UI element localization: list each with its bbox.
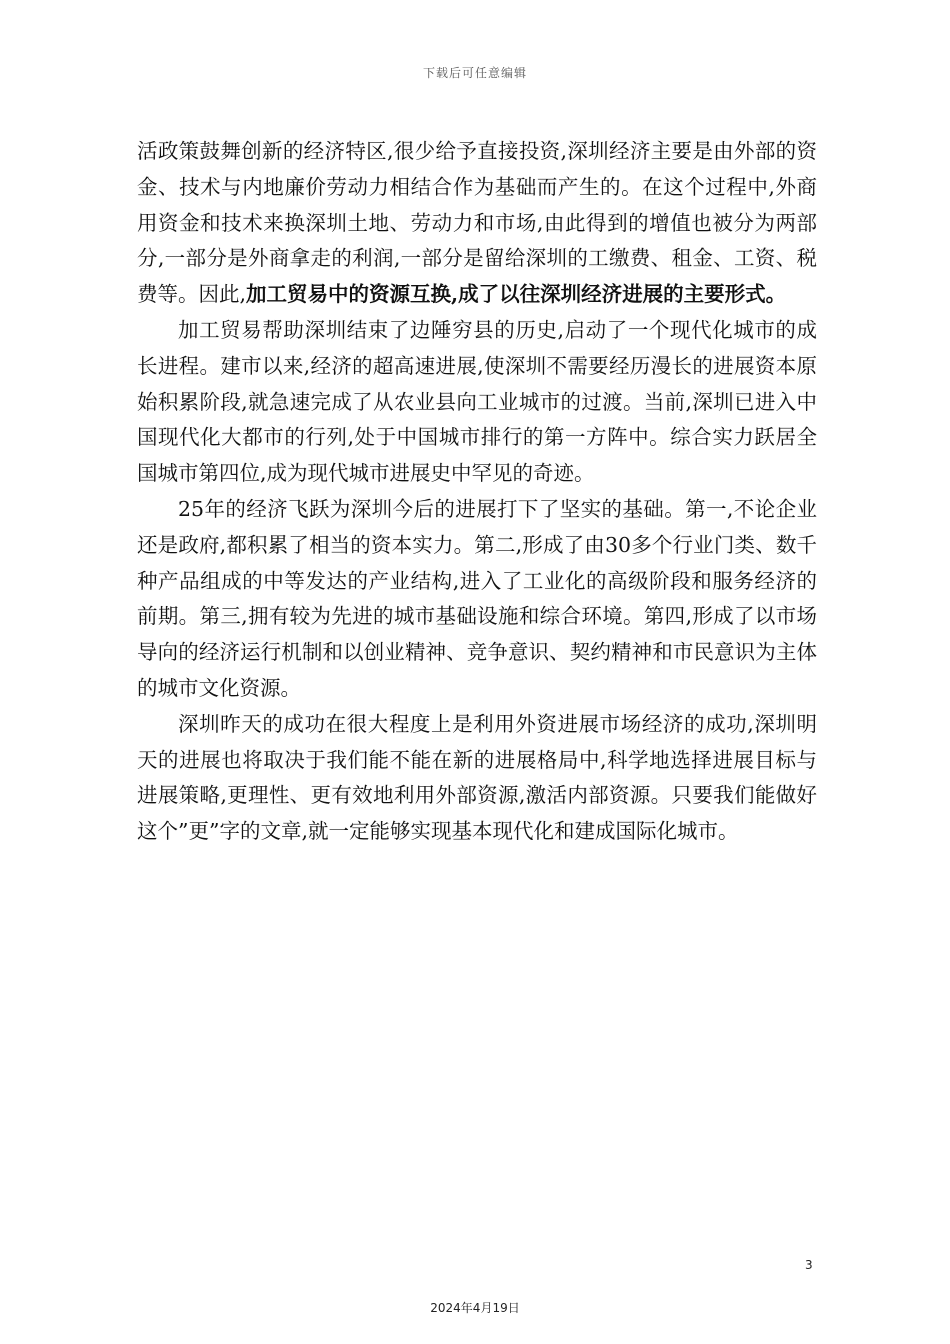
paragraph-text: 活政策鼓舞创新的经济特区,很少给予直接投资,深圳经济主要是由外部的资金、技术与内地廉价劳动力相结合作为基础而产生的。在这个过程中,外商用资金和技术来换深圳土地、劳动力和市场,由此得到的增值也被分为两部分,一部分是外商拿走的利润,一部分是留给深圳的工缴费、租金、工资、税费等。因此, — [137, 139, 817, 307]
header-note: 下载后可任意编辑 — [422, 66, 527, 80]
paragraph-continued — [137, 134, 817, 313]
paragraph: 加工贸易帮助深圳结束了边陲穷县的历史,启动了一个现代化城市的成长进程。建市以来,经济的超高速进展,使深圳不需要经历漫长的进展资本原始积累阶段,就急速完成了从农业县向工业城市的过渡。当前,深圳已进入中国现代化大都市的行列,处于中国城市排行的第一方阵中。综合实力跃居全国城市第四位,成为现代城市进展史中罕见的奇迹。 — [137, 317, 817, 486]
paragraph: 25年的经济飞跃为深圳今后的进展打下了坚实的基础。第一,不论企业还是政府,都积累了相当的资本实力。第二,形成了由30多个行业门类、数千种产品组成的中等发达的产业结构,进入了工业化的高级阶段和服务经济的前期。第三,拥有较为先进的城市基础设施和综合环境。第四,形成了以市场导向的经济运行机制和以创业精神、竞争意识、契约精神和市民意识为主体的城市文化资源。 — [137, 496, 817, 700]
bold-conclusion: 加工贸易中的资源互换,成了以往深圳经济进展的主要形式。 — [246, 282, 787, 307]
document-body — [137, 134, 817, 850]
footer-date: 2024年4月19日 — [430, 1301, 520, 1315]
page-number: 3 — [805, 1258, 813, 1272]
paragraph: 深圳昨天的成功在很大程度上是利用外资进展市场经济的成功,深圳明天的进展也将取决于我们能不能在新的进展格局中,科学地选择进展目标与进展策略,更理性、更有效地利用外部资源,激活内部资源。只要我们能做好这个”更”字的文章,就一定能够实现基本现代化和建成国际化城市。 — [137, 711, 817, 844]
